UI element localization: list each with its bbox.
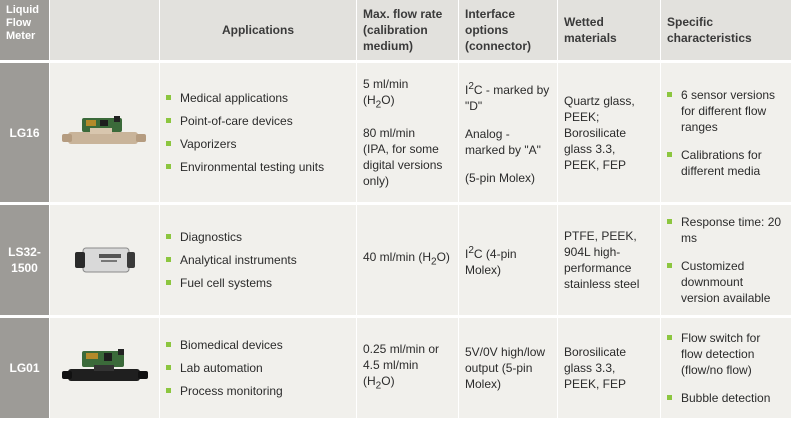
header-wetted-materials: Wetted materials [558,0,661,63]
product-name: LG16 [0,63,50,205]
wetted-materials-cell: PTFE, PEEK, 904L high-performance stainless steel [558,205,661,318]
list-item: Calibrations for different media [667,147,785,179]
list-item: Vaporizers [166,136,350,152]
list-item: Lab automation [166,360,350,376]
table-row [0,318,792,421]
table-row [0,205,792,318]
header-specific-characteristics: Specific characteristics [661,0,792,63]
interface-cell: 5V/0V high/low output (5-pin Molex) [459,318,558,421]
list-item: Point-of-care devices [166,113,350,129]
header-applications: Applications [160,0,357,63]
sensor-board-with-tube-image [60,108,150,158]
wetted-materials-cell: Borosilicate glass 3.3, PEEK, FEP [558,318,661,421]
list-item: Customized downmount version available [667,258,785,306]
max-flow-cell: 0.25 ml/min or 4.5 ml/min $(H_2O)$ [357,318,459,421]
list-item: Analytical instruments [166,252,350,268]
applications-cell [160,318,357,421]
list-item: Bubble detection [667,390,785,406]
header-max-flow: Max. flow rate (calibration medium) [357,0,459,63]
list-item: Medical applications [166,90,350,106]
sensor-board-with-black-tube-image [60,343,150,393]
list-item: 6 sensor versions for different flow ranges [667,87,785,135]
applications-cell [160,63,357,205]
max-flow-cell: 5 ml/min $(H_2O)$ 80 ml/min (IPA, for some digital versions only) [357,63,459,205]
wetted-materials-cell: Quartz glass, PEEK; Borosilicate glass 3.3, PEEK, FEP [558,63,661,205]
header-row [0,0,792,63]
interface-cell: $I^2C$ - marked by "D" Analog - marked by "A" (5-pin Molex) [459,63,558,205]
product-name: LG01 [0,318,50,421]
sensor-block-image [65,240,145,280]
max-flow-cell: 40 ml/min $(H_2O)$ [357,205,459,318]
header-liquid-flow-meter: Liquid Flow Meter [0,0,50,63]
specific-characteristics-cell [661,318,792,421]
header-interface: Interface options (connector) [459,0,558,63]
specific-characteristics-cell [661,63,792,205]
header-image [50,0,160,63]
list-item: Environmental testing units [166,159,350,175]
product-image [50,318,160,421]
applications-cell [160,205,357,318]
interface-cell: $I^2C$ (4-pin Molex) [459,205,558,318]
specific-characteristics-cell [661,205,792,318]
product-image [50,63,160,205]
list-item: Fuel cell systems [166,275,350,291]
list-item: Diagnostics [166,229,350,245]
list-item: Flow switch for flow detection (flow/no flow) [667,330,785,378]
list-item: Biomedical devices [166,337,350,353]
list-item: Process monitoring [166,383,350,399]
table-row [0,63,792,205]
product-name: LS32- 1500 [0,205,50,318]
product-image [50,205,160,318]
list-item: Response time: 20 ms [667,214,785,246]
